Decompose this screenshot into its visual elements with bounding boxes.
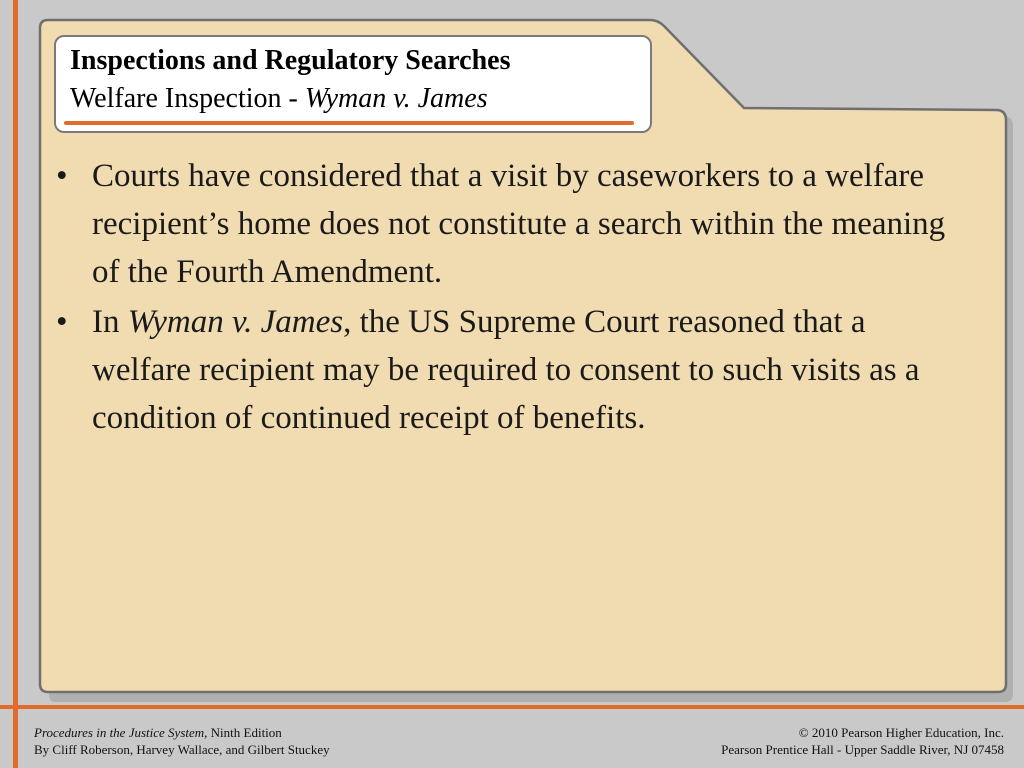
bullet-icon: • bbox=[56, 304, 68, 340]
bullet-item bbox=[56, 152, 956, 296]
bullet-icon: • bbox=[56, 158, 68, 194]
footer-authors: By Cliff Roberson, Harvey Wallace, and Gilbert Stuckey bbox=[34, 742, 330, 757]
bullet-text-prefix: In bbox=[92, 304, 128, 340]
title-underline bbox=[64, 121, 634, 125]
bullet-case-name: Wyman v. James bbox=[127, 304, 344, 340]
bullet-text-suffix: , the US Supreme Court reasoned that a welfare recipient may be required to consent to such visits as a condition of continued receipt of benefits. bbox=[92, 304, 920, 436]
footer-publisher: Pearson Prentice Hall - Upper Saddle River, NJ 07458 bbox=[721, 742, 1004, 757]
footer-copyright: © 2010 Pearson Higher Education, Inc. bbox=[798, 725, 1004, 740]
footer-book-info bbox=[34, 724, 330, 758]
bullet-text: Courts have considered that a visit by caseworkers to a welfare recipient’s home does not constitute a search within the meaning of the Fourth Amendment. bbox=[92, 158, 946, 290]
footer-book-title: Procedures in the Justice System, bbox=[34, 725, 208, 740]
footer-publisher-info bbox=[721, 724, 1004, 758]
slide-subtitle bbox=[70, 83, 488, 115]
slide-title: Inspections and Regulatory Searches bbox=[70, 45, 511, 76]
bullet-item bbox=[56, 298, 956, 442]
footer-book-line bbox=[34, 724, 330, 741]
subtitle-prefix: Welfare Inspection - bbox=[70, 83, 305, 114]
subtitle-case-name: Wyman v. James bbox=[304, 83, 488, 114]
bottom-accent-bar bbox=[0, 705, 1024, 709]
bullet-list bbox=[56, 152, 956, 444]
left-accent-bar bbox=[13, 0, 18, 768]
footer-edition: Ninth Edition bbox=[207, 725, 282, 740]
title-tab bbox=[54, 35, 652, 133]
